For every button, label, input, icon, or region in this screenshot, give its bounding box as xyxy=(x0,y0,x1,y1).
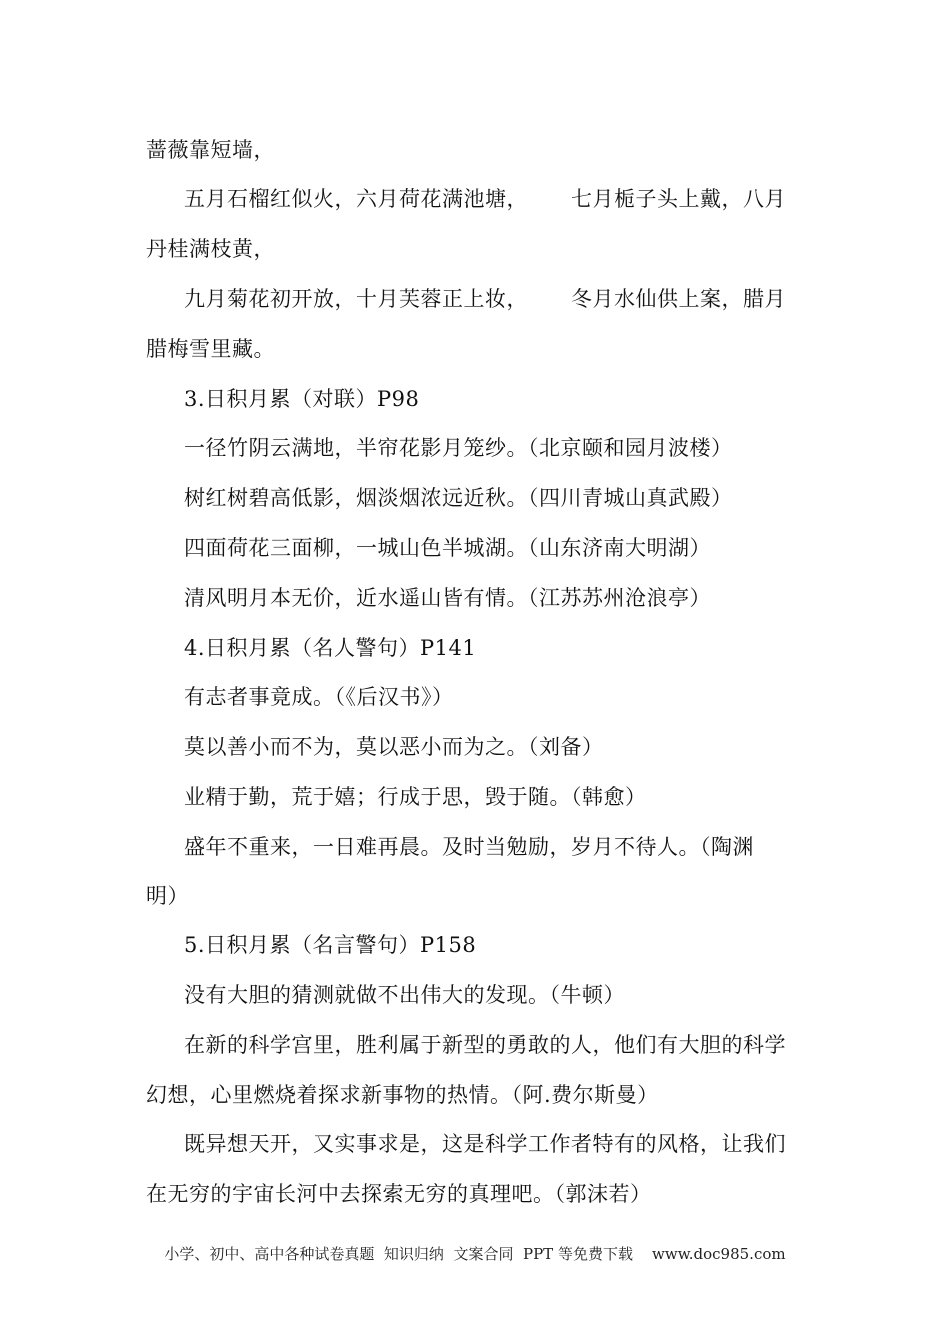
section-heading: 5.日积月累（名言警句）P158 xyxy=(184,933,477,957)
text-line: 清风明月本无价，近水遥山皆有情。（江苏苏州沧浪亭） xyxy=(184,586,711,610)
text-line: 业精于勤，荒于嬉；行成于思，毁于随。（韩愈） xyxy=(184,785,647,809)
text-line: 明） xyxy=(146,884,189,908)
text-line: 幻想，心里燃烧着探求新事物的热情。（阿.费尔斯曼） xyxy=(146,1083,659,1107)
page-footer: 小学、初中、高中各种试卷真题 知识归纳 文案合同 PPT 等免费下载 www.doc985.com xyxy=(164,1245,786,1263)
text-line: 在新的科学宫里，胜利属于新型的勇敢的人，他们有大胆的科学 xyxy=(184,1033,786,1057)
text-line: 在无穷的宇宙长河中去探索无穷的真理吧。（郭沫若） xyxy=(146,1182,652,1206)
text-line: 莫以善小而不为，莫以恶小而为之。（刘备） xyxy=(184,735,604,759)
text-line: 蔷薇靠短墙， xyxy=(146,138,275,162)
section-heading: 4.日积月累（名人警句）P141 xyxy=(184,636,477,660)
text-line: 没有大胆的猜测就做不出伟大的发现。（牛顿） xyxy=(184,983,625,1007)
text-line: 有志者事竟成。（《后汉书》） xyxy=(184,685,454,709)
text-line: 既异想天开，又实事求是，这是科学工作者特有的风格，让我们 xyxy=(184,1132,786,1156)
text-line: 树红树碧高低影，烟淡烟浓远近秋。（四川青城山真武殿） xyxy=(184,486,733,510)
text-line: 四面荷花三面柳，一城山色半城湖。（山东济南大明湖） xyxy=(184,536,711,560)
text-line: 九月菊花初开放，十月芙蓉正上妆， 冬月水仙供上案，腊月 xyxy=(184,287,787,311)
text-line: 丹桂满枝黄， xyxy=(146,237,275,261)
text-line: 盛年不重来，一日难再晨。及时当勉励，岁月不待人。（陶渊 xyxy=(184,835,754,859)
section-heading: 3.日积月累（对联）P98 xyxy=(184,387,420,411)
text-line: 腊梅雪里藏。 xyxy=(146,337,275,361)
text-line: 一径竹阴云满地，半帘花影月笼纱。（北京颐和园月波楼） xyxy=(184,436,733,460)
text-line: 五月石榴红似火，六月荷花满池塘， 七月栀子头上戴，八月 xyxy=(184,187,787,211)
